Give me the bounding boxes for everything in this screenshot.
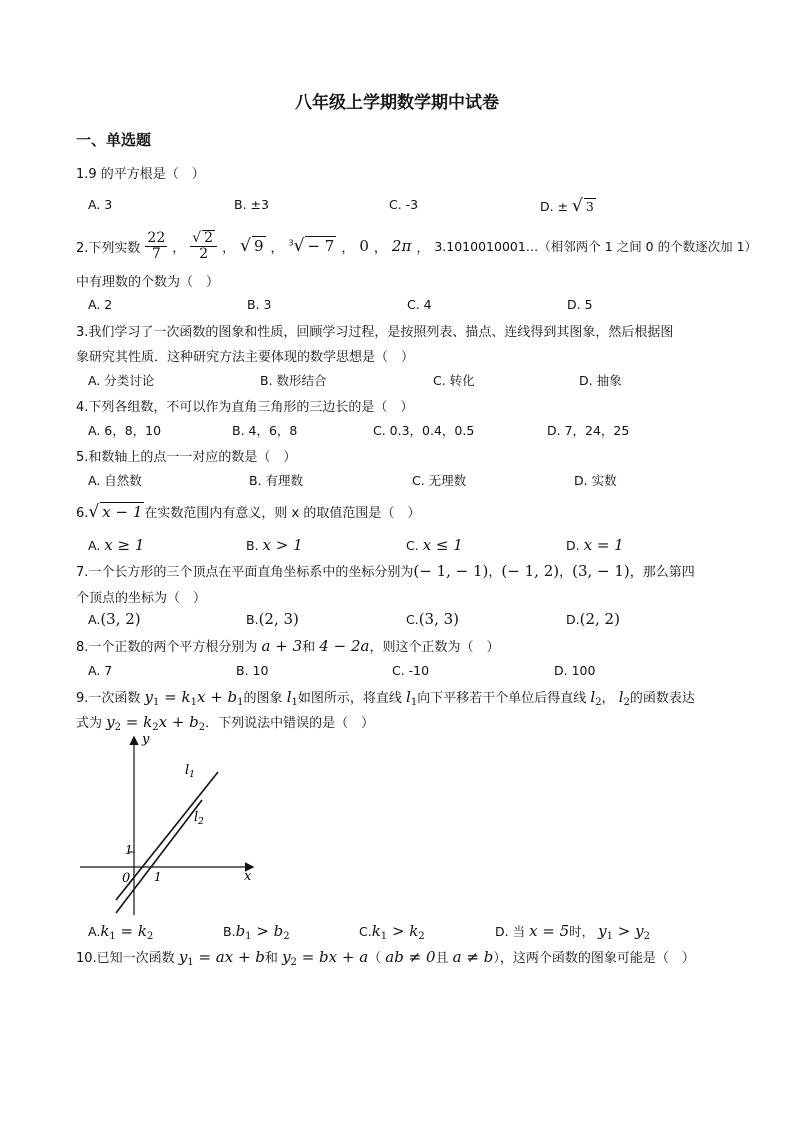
- q7-option-b[interactable]: B.(2, 3): [246, 610, 299, 628]
- y-axis-label: y: [142, 732, 150, 747]
- q1-option-d-prefix: D. ±: [540, 199, 569, 214]
- radical-sign-icon: √: [240, 236, 251, 256]
- q8-option-b[interactable]: B. 10: [236, 663, 269, 678]
- q5-option-c[interactable]: C. 无理数: [412, 473, 467, 488]
- q1-option-c[interactable]: C. -3: [389, 197, 419, 212]
- q9-graph: [76, 730, 266, 920]
- question-9-line-2: 式为 $y_2 = k_2x + b_2$．下列说法中错误的是（ ）: [76, 713, 375, 733]
- point-1: (− 1, − 1): [413, 562, 489, 580]
- question-2-stem: 2.下列实数 $\frac{22}{7}$ ， $\frac{√ 2}{2}$ ， √ 9 ， $^3$√ − 7 ， 0 ， 2π ， 3.1010010001…（相邻两个 1 之间 0 的个数逐次加 1）: [76, 229, 758, 262]
- q2-zero: 0: [359, 237, 369, 255]
- q4-option-d[interactable]: D. 7，24，25: [547, 423, 630, 438]
- question-6-stem: [76, 502, 420, 522]
- q2-option-c[interactable]: C. 4: [407, 297, 432, 312]
- q9-option-a[interactable]: $A.k_1 = k_2$: [88, 922, 154, 942]
- radical-sign-icon: √: [572, 196, 583, 216]
- line-l1: [116, 772, 218, 900]
- q8-option-d[interactable]: D. 100: [554, 663, 596, 678]
- q1-option-d[interactable]: [540, 196, 596, 216]
- q3-option-a[interactable]: A. 分类讨论: [88, 373, 155, 388]
- question-8-stem: 8.一个正数的两个平方根分别为 a + 3和 4 − 2a，则这个正数为（ ）: [76, 637, 500, 655]
- q6-rest: 在实数范围内有意义，则 x 的取值范围是（ ）: [144, 506, 421, 521]
- question-3-line-2: 象研究其性质．这种研究方法主要体现的数学思想是（ ）: [76, 350, 415, 365]
- q3-option-d[interactable]: D. 抽象: [579, 373, 622, 388]
- x-axis-label: x: [244, 869, 252, 884]
- section-heading: 一、单选题: [76, 131, 152, 149]
- origin-label: 0: [122, 871, 131, 886]
- question-7-line-1: 7.一个长方形的三个顶点在平面直角坐标系中的坐标分别为(− 1, − 1)，(− 1, 2)，(3, − 1)，那么第四: [76, 562, 695, 580]
- radical-sign-icon: √: [293, 236, 305, 256]
- question-10-stem: 10.已知一次函数 $y_1$ = ax + b和 $y_2$ = bx + a（ ab ≠ 0且 a ≠ b），这两个函数的图象可能是（ ）: [76, 948, 695, 968]
- radical-sign-icon: √: [192, 230, 202, 246]
- l1-label: $l_1$: [185, 763, 195, 780]
- q5-option-b[interactable]: B. 有理数: [249, 473, 304, 488]
- q1-option-a[interactable]: A. 3: [88, 197, 113, 212]
- question-1-stem: 1.9 的平方根是（ ）: [76, 167, 205, 182]
- q6-option-a[interactable]: A. x ≥ 1: [88, 536, 145, 554]
- point-3: (3, − 1): [572, 562, 630, 580]
- fraction-denominator: 7: [151, 245, 161, 262]
- question-5-stem: 5.和数轴上的点一一对应的数是（ ）: [76, 450, 297, 465]
- q7-option-a[interactable]: A.(3, 2): [88, 610, 141, 628]
- question-2-line-2: 中有理数的个数为（ ）: [76, 275, 220, 290]
- point-2: (− 1, 2): [501, 562, 560, 580]
- q1-option-d-radicand: 3: [585, 199, 594, 214]
- q5-option-d[interactable]: D. 实数: [574, 473, 617, 488]
- q7-option-c[interactable]: C.(3, 3): [406, 610, 460, 628]
- q9-option-d[interactable]: D. 当 x = 5时， $y_1 > y_2$: [495, 922, 650, 942]
- q6-option-d[interactable]: D. x = 1: [566, 536, 624, 554]
- question-4-stem: 4.下列各组数，不可以作为直角三角形的三边长的是（ ）: [76, 400, 414, 415]
- q6-radicand: x − 1: [102, 503, 143, 521]
- cube-root-index: 3: [288, 238, 294, 248]
- question-9-line-1: 9.一次函数 $y_1 = k_1x + b_1$的图象 $l_1$如图所示，将直线 $l_1$向下平移若干个单位后得直线 $l_2$， $l_2$的函数表达: [76, 688, 695, 708]
- q1-option-b[interactable]: B. ±3: [234, 197, 269, 212]
- fraction-denominator: 2: [199, 246, 209, 262]
- fraction-numerator: 22: [147, 229, 166, 246]
- q2-tail: 3.1010010001…（相邻两个 1 之间 0 的个数逐次加 1）: [434, 239, 758, 254]
- q9-option-b[interactable]: $B.b_1 > b_2$: [223, 922, 290, 942]
- q2-two-pi: 2π: [391, 237, 412, 255]
- q8-option-a[interactable]: A. 7: [88, 663, 113, 678]
- cube-root-radicand: − 7: [307, 237, 335, 255]
- q3-option-b[interactable]: B. 数形结合: [260, 373, 327, 388]
- q6-option-b[interactable]: B. x > 1: [246, 536, 303, 554]
- q2-option-d[interactable]: D. 5: [567, 297, 593, 312]
- radical-sign-icon: √: [88, 502, 100, 522]
- q6-number: 6.: [76, 506, 89, 521]
- q9-option-c[interactable]: $C.k_1 > k_2$: [359, 922, 425, 942]
- fraction-numerator: 2: [204, 230, 214, 246]
- q4-option-c[interactable]: C. 0.3，0.4，0.5: [373, 423, 475, 438]
- fraction-22-7: [145, 231, 167, 262]
- l2-label: $l_2$: [194, 810, 204, 827]
- q5-option-a[interactable]: A. 自然数: [88, 473, 142, 488]
- page-title: 八年级上学期数学期中试卷: [295, 93, 499, 113]
- q2-option-b[interactable]: B. 3: [247, 297, 272, 312]
- question-3-line-1: 3.我们学习了一次函数的图象和性质，回顾学习过程，是按照列表、描点、连线得到其图象，然后根据图: [76, 325, 674, 340]
- q4-option-b[interactable]: B. 4，6，8: [232, 423, 298, 438]
- q8-option-c[interactable]: C. -10: [392, 663, 430, 678]
- sqrt-9-radicand: 9: [253, 237, 264, 255]
- q6-option-c[interactable]: C. x ≤ 1: [406, 536, 463, 554]
- question-7-line-2: 个顶点的坐标为（ ）: [76, 591, 207, 606]
- fraction-root2-2: [190, 230, 217, 262]
- y-one-label: 1: [125, 843, 133, 857]
- q2-option-a[interactable]: A. 2: [88, 297, 113, 312]
- q4-option-a[interactable]: A. 6，8，10: [88, 423, 162, 438]
- q2-number: 2.下列实数: [76, 240, 141, 256]
- x-one-label: 1: [154, 870, 162, 884]
- q7-option-d[interactable]: D.(2, 2): [566, 610, 620, 628]
- q3-option-c[interactable]: C. 转化: [433, 373, 475, 388]
